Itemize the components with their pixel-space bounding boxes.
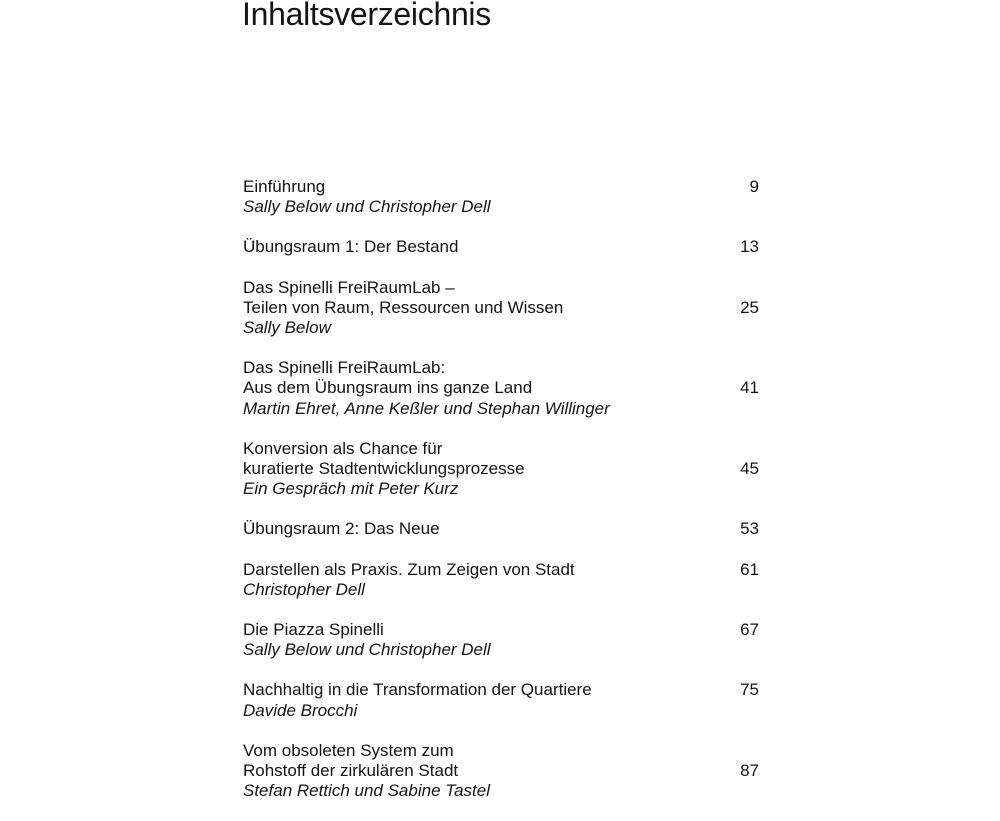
toc-entry xyxy=(243,439,759,500)
toc-entry xyxy=(243,278,759,339)
entry-title-line: Die Piazza Spinelli xyxy=(243,620,384,640)
entry-page-number: 9 xyxy=(749,177,759,196)
entry-title-line: Teilen von Raum, Ressourcen und Wissen xyxy=(243,297,564,317)
entry-page-number: 75 xyxy=(740,680,759,700)
entry-page-number: 67 xyxy=(740,620,759,640)
toc-entry xyxy=(243,560,759,600)
entry-title-line: Das Spinelli FreiRaumLab – xyxy=(243,277,455,297)
entry-title-line: Nachhaltig in die Transformation der Quartiere xyxy=(243,680,592,700)
entry-title-line: Übungsraum 1: Der Bestand xyxy=(243,237,459,257)
toc-entry xyxy=(243,680,759,720)
toc-entry xyxy=(243,741,759,802)
toc-entry xyxy=(243,620,759,660)
entry-page-number: 53 xyxy=(740,519,759,539)
table-of-contents xyxy=(243,177,759,821)
entry-page-number: 13 xyxy=(740,237,759,257)
page-title: Inhaltsverzeichnis xyxy=(242,0,491,32)
entry-title-line: Das Spinelli FreiRaumLab: xyxy=(243,358,446,378)
toc-entry xyxy=(243,519,759,539)
entry-title-line: Rohstoff der zirkulären Stadt xyxy=(243,761,459,781)
entry-title-line: Einführung xyxy=(243,177,326,196)
entry-title-line: Darstellen als Praxis. Zum Zeigen von Stadt xyxy=(243,559,575,579)
entry-author: Davide Brocchi xyxy=(243,700,358,720)
toc-entry xyxy=(243,358,759,419)
entry-author: Sally Below und Christopher Dell xyxy=(243,197,491,217)
toc-entry xyxy=(243,177,759,217)
entry-author: Christopher Dell xyxy=(243,579,365,599)
entry-author: Ein Gespräch mit Peter Kurz xyxy=(243,479,459,499)
entry-page-number: 87 xyxy=(740,761,759,781)
entry-page-number: 41 xyxy=(740,378,759,398)
entry-author: Sally Below und Christopher Dell xyxy=(243,640,491,660)
entry-title-line: Vom obsoleten System zum xyxy=(243,740,454,760)
entry-page-number: 25 xyxy=(740,297,759,317)
entry-title-line: Übungsraum 2: Das Neue xyxy=(243,519,440,539)
entry-title-line: kuratierte Stadtentwicklungsprozesse xyxy=(243,459,525,479)
toc-entry xyxy=(243,237,759,257)
entry-author: Martin Ehret, Anne Keßler und Stephan Willinger xyxy=(243,398,610,418)
entry-author: Sally Below xyxy=(243,318,331,338)
entry-title-line: Konversion als Chance für xyxy=(243,438,443,458)
entry-author: Stefan Rettich und Sabine Tastel xyxy=(243,781,490,801)
entry-page-number: 61 xyxy=(740,559,759,579)
entry-page-number: 45 xyxy=(740,459,759,479)
entry-title-line: Aus dem Übungsraum ins ganze Land xyxy=(243,378,533,398)
